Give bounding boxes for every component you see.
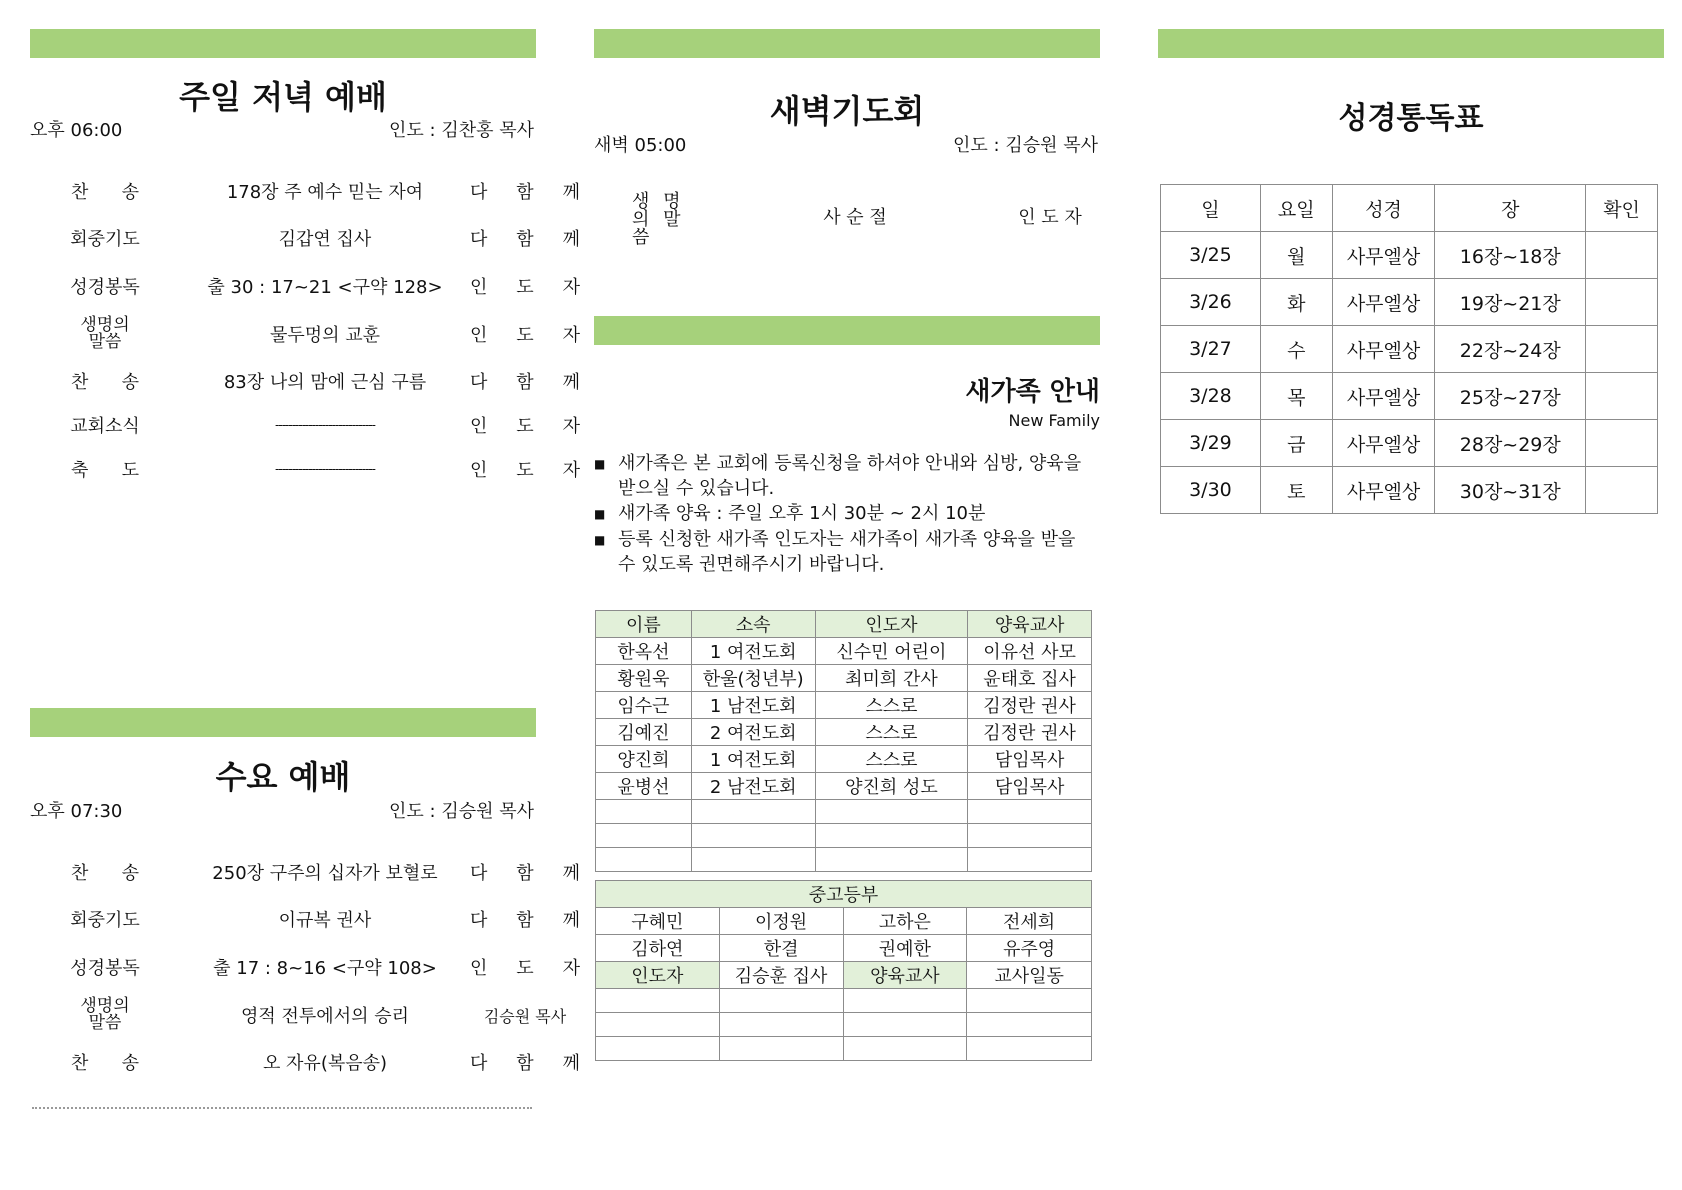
order-row [30,223,580,253]
table-cell [815,848,968,872]
column-header: 양육교사 [968,611,1092,638]
table-cell: 전세희 [967,908,1092,935]
table-cell: 28장~29장 [1435,420,1586,467]
table-cell [843,989,967,1013]
column-header: 확인 [1586,185,1658,232]
table-cell: 3/26 [1161,279,1261,326]
table-cell [691,824,815,848]
table-cell [691,848,815,872]
wednesday-title: 수요 예배 [215,758,351,796]
order-row [30,410,580,440]
table-header-row [596,611,1092,638]
sunday-evening-leader: 인도 : 김찬홍 목사 [389,120,534,141]
table-cell: 한결 [719,935,843,962]
table-cell: 사무엘상 [1332,373,1435,420]
check-cell[interactable] [1586,326,1658,373]
table-cell: 1 여전도회 [691,638,815,665]
table-cell: 신수민 어린이 [815,638,968,665]
table-row [596,638,1092,665]
table-cell [596,800,692,824]
table-cell: 유주영 [967,935,1092,962]
column-header: 성경 [1332,185,1435,232]
table-cell: 황원욱 [596,665,692,692]
table-cell [596,1013,720,1037]
order-item-content: 영적 전투에서의 승리 [241,1006,409,1027]
table-cell [967,1037,1092,1061]
section-bar-dawn [594,29,1100,58]
order-item-label: 찬 송 [71,182,139,203]
table-cell: 25장~27장 [1435,373,1586,420]
section-bar-sunday [30,29,536,58]
table-cell [596,989,720,1013]
table-row [1161,467,1658,514]
order-item-content: 178장 주 예수 믿는 자여 [226,182,424,203]
table-cell: 사무엘상 [1332,326,1435,373]
table-cell [968,824,1092,848]
table-cell: 수 [1260,326,1332,373]
order-item-label: 축 도 [71,460,139,481]
bible-reading-title: 성경통독표 [1338,101,1484,136]
staff-cell: 교사일동 [967,962,1092,989]
staff-cell: 양육교사 [843,962,967,989]
table-cell: 한울(청년부) [691,665,815,692]
table-cell: 사무엘상 [1332,420,1435,467]
table-cell: 구혜민 [596,908,720,935]
order-item-label: 찬 송 [71,863,139,884]
table-cell: 임수근 [596,692,692,719]
table-cell: 2 남전도회 [691,773,815,800]
order-item-content: 출 30 : 17~21 <구약 128> [207,277,443,298]
table-row [596,824,1092,848]
table-row [1161,420,1658,467]
table-row [596,908,1092,935]
table-cell: 2 여전도회 [691,719,815,746]
order-item-who: 다 함 께 [470,372,580,393]
table-cell: 1 남전도회 [691,692,815,719]
table-row [596,989,1092,1013]
order-item-who: 인 도 자 [470,460,580,481]
table-cell: 3/30 [1161,467,1261,514]
new-family-notes [594,451,1094,577]
table-cell: 담임목사 [968,746,1092,773]
table-cell: 토 [1260,467,1332,514]
order-item-label: 생명의 말씀 [80,996,130,1033]
order-row [30,952,580,982]
section-bar-bible [1158,29,1664,58]
table-cell: 권예한 [843,935,967,962]
order-item-who: 인 도 자 [470,416,580,437]
order-item-content: 이규복 권사 [278,910,372,931]
table-cell [968,800,1092,824]
table-cell: 19장~21장 [1435,279,1586,326]
table-cell: 스스로 [815,692,968,719]
table-cell: 금 [1260,420,1332,467]
order-item-label: 회중기도 [70,229,140,250]
table-row [596,692,1092,719]
table-cell: 최미희 간사 [815,665,968,692]
table-row [596,800,1092,824]
youth-header: 중고등부 [596,881,1092,908]
order-row [30,996,580,1033]
table-cell: 이유선 사모 [968,638,1092,665]
table-cell [967,989,1092,1013]
order-item-content: 250장 구주의 십자가 보혈로 [212,863,438,884]
column-header: 요일 [1260,185,1332,232]
table-cell [815,800,968,824]
order-row [30,176,580,206]
table-row [1161,232,1658,279]
table-cell: 한옥선 [596,638,692,665]
note-item: ■ 새가족 양육 : 주일 오후 1시 30분 ~ 2시 10분 [594,503,986,524]
order-row [30,904,580,934]
note-item: ■ 등록 신청한 새가족 인도자는 새가족이 새가족 양육을 받을 수 있도록 권면해주시기 바랍니다. [594,529,1076,575]
order-item-content: 물두멍의 교훈 [269,325,381,346]
order-item-who: 인 도 자 [470,958,580,979]
order-item-who: 인 도 자 [470,325,580,346]
order-item-label: 성경봉독 [70,958,140,979]
table-row [1161,279,1658,326]
wednesday-leader: 인도 : 김승원 목사 [389,801,534,822]
table-cell [968,848,1092,872]
order-item-label: 찬 송 [71,372,139,393]
table-cell [719,989,843,1013]
column-header: 이름 [596,611,692,638]
column-header: 소속 [691,611,815,638]
table-row [596,719,1092,746]
order-row [30,857,580,887]
table-cell [691,800,815,824]
table-row [596,665,1092,692]
column-header: 일 [1161,185,1261,232]
order-item-label: 생명의 말씀 [80,315,130,352]
table-cell: 담임목사 [968,773,1092,800]
table-cell: 윤병선 [596,773,692,800]
staff-cell: 인도자 [596,962,720,989]
table-row [596,848,1092,872]
order-item-label: 교회소식 [70,416,140,437]
table-cell [596,824,692,848]
order-item-content: 83장 나의 맘에 근심 구름 [223,372,427,393]
dawn-word-label: 생 명 의 말 씀 [632,191,685,248]
column-header: 장 [1435,185,1586,232]
table-cell: 3/25 [1161,232,1261,279]
table-cell: 스스로 [815,746,968,773]
table-row [596,773,1092,800]
table-cell: 스스로 [815,719,968,746]
section-bar-wednesday [30,708,536,737]
table-cell: 월 [1260,232,1332,279]
order-item-label: 회중기도 [70,910,140,931]
dotted-divider [32,1107,532,1109]
order-item-who: 다 함 께 [470,1053,580,1074]
dawn-title: 새벽기도회 [769,92,925,130]
table-cell: 3/27 [1161,326,1261,373]
order-item-label: 성경봉독 [70,277,140,298]
table-row [596,1013,1092,1037]
order-item-content: 김갑연 집사 [278,229,372,250]
order-row [30,271,580,301]
table-cell: 사무엘상 [1332,467,1435,514]
order-item-label: 찬 송 [71,1053,139,1074]
order-item-content: ------------------------------ [275,418,375,432]
table-cell: 김하연 [596,935,720,962]
table-cell [843,1013,967,1037]
table-row [596,746,1092,773]
table-cell [719,1013,843,1037]
dawn-who: 인 도 자 [1018,207,1082,228]
table-cell: 22장~24장 [1435,326,1586,373]
order-row [30,1047,580,1077]
staff-row [596,962,1092,989]
dawn-time: 새벽 05:00 [594,135,687,156]
order-item-who: 인 도 자 [470,277,580,298]
section-bar-newfamily [594,316,1100,345]
order-row [30,454,580,484]
table-cell: 윤태호 집사 [968,665,1092,692]
table-cell: 양진희 성도 [815,773,968,800]
order-item-content: 출 17 : 8~16 <구약 108> [213,958,437,979]
table-cell [719,1037,843,1061]
order-item-who: 다 함 께 [470,910,580,931]
table-cell: 이정원 [719,908,843,935]
sunday-evening-title: 주일 저녁 예배 [179,78,387,116]
new-family-title: 새가족 안내 [965,377,1100,407]
table-cell: 사무엘상 [1332,232,1435,279]
check-cell[interactable] [1586,420,1658,467]
dawn-content: 사 순 절 [823,207,887,228]
check-cell[interactable] [1586,232,1658,279]
table-cell: 고하은 [843,908,967,935]
order-item-who: 김승원 목사 [483,1006,567,1026]
bible-reading-table [1160,184,1658,514]
table-cell [815,824,968,848]
table-row [1161,326,1658,373]
table-cell: 1 여전도회 [691,746,815,773]
table-row [1161,373,1658,420]
table-cell [967,1013,1092,1037]
note-item: ■ 새가족은 본 교회에 등록신청을 하셔야 안내와 심방, 양육을 받으실 수 있습니다. [594,453,1082,499]
new-family-table [595,610,1092,872]
wednesday-time: 오후 07:30 [30,801,123,822]
table-cell: 김정란 권사 [968,692,1092,719]
table-cell: 목 [1260,373,1332,420]
table-cell: 30장~31장 [1435,467,1586,514]
order-item-who: 다 함 께 [470,182,580,203]
table-cell: 양진희 [596,746,692,773]
column-header: 인도자 [815,611,968,638]
check-cell[interactable] [1586,467,1658,514]
sunday-evening-time: 오후 06:00 [30,120,123,141]
youth-table [595,880,1092,1061]
new-family-subtitle: New Family [1008,411,1100,430]
check-cell[interactable] [1586,373,1658,420]
table-row [596,1037,1092,1061]
table-row [596,935,1092,962]
table-cell: 16장~18장 [1435,232,1586,279]
check-cell[interactable] [1586,279,1658,326]
table-cell: 3/29 [1161,420,1261,467]
table-cell [596,848,692,872]
table-header-row [1161,185,1658,232]
table-cell: 화 [1260,279,1332,326]
staff-cell: 김승훈 집사 [719,962,843,989]
order-item-who: 다 함 께 [470,229,580,250]
table-cell: 김정란 권사 [968,719,1092,746]
order-item-who: 다 함 께 [470,863,580,884]
order-item-content: 오 자유(복음송) [262,1053,388,1074]
table-cell [596,1037,720,1061]
order-row [30,366,580,396]
table-cell: 김예진 [596,719,692,746]
table-cell: 사무엘상 [1332,279,1435,326]
order-row [30,315,580,352]
order-item-content: ------------------------------ [275,462,375,476]
dawn-leader: 인도 : 김승원 목사 [953,135,1098,156]
table-cell [843,1037,967,1061]
table-cell: 3/28 [1161,373,1261,420]
